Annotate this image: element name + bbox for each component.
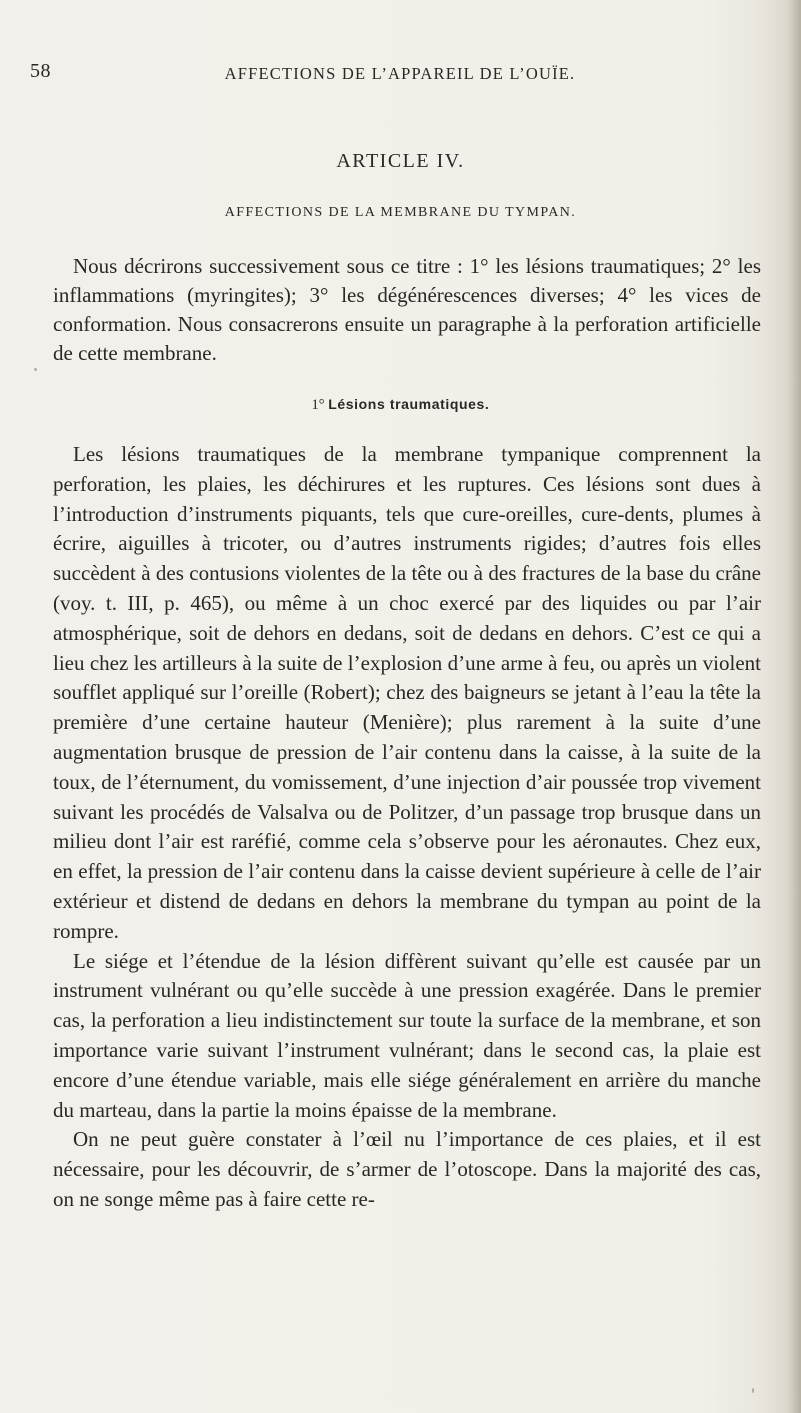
section-number: 1° xyxy=(311,397,325,413)
section-heading xyxy=(0,396,801,414)
article-title: ARTICLE IV. xyxy=(336,150,465,172)
paragraph: On ne peut guère constater à l’œil nu l’importance de ces plaies, et il est nécessaire, pour les découvrir, de s’armer de l’otoscope. Dans la majorité des cas, on ne songe même pas à faire cette re- xyxy=(53,1127,761,1211)
running-head-title: AFFECTIONS DE L’APPAREIL DE L’OUÏE. xyxy=(224,64,576,83)
paper-speck xyxy=(752,1388,754,1393)
paper-speck xyxy=(34,368,37,371)
paper-speck xyxy=(674,1052,676,1054)
article-subtitle: AFFECTIONS DE LA MEMBRANE DU TYMPAN. xyxy=(224,205,577,220)
section-label: Lésions traumatiques. xyxy=(328,396,490,412)
page-number: 58 xyxy=(30,60,51,82)
paragraph: Le siége et l’étendue de la lésion diffèrent suivant qu’elle est causée par un instrument vulnérant ou qu’elle succède à une pression exagérée. Dans le premier cas, la perforation a lieu indistinctement sur toute la surface de la membrane, et son importance varie suivant l’instrument vulnérant; dans le second cas, la plaie est encore d’une étendue variable, mais elle siége généralement en arrière du manche du marteau, dans la partie la moins épaisse de la membrane. xyxy=(53,948,761,1122)
running-head xyxy=(30,60,770,90)
body-text xyxy=(53,440,761,1215)
intro-paragraph xyxy=(53,252,761,368)
paragraph: Les lésions traumatiques de la membrane tympanique comprennent la perforation, les plaies, les déchirures et les ruptures. Ces lésions sont dues à l’introduction d’instruments piquants, tels que cure-oreilles, cure-dents, plumes à écrire, aiguilles à tricoter, ou d’autres instruments rigides; d’autres fois elles succèdent à des contusions violentes de la tête ou à des fractures de la base du crâne (voy. t. III, p. 465), ou même à un choc exercé par des liquides ou par l’air atmosphérique, soit de dehors en dedans, soit de dedans en dehors. C’est ce qui a lieu chez les artilleurs à la suite de l’explosion d’une arme à feu, ou après un violent soufflet appliqué sur l’oreille (Robert); chez des baigneurs se jetant à l’eau la tête la première d’une certaine hauteur (Menière); plus rarement à la suite d’une augmentation brusque de pression de l’air contenu dans la caisse, à la suite de la toux, de l’éternument, du vomissement, d’une injection d’air poussée trop vivement suivant les procédés de Valsalva ou de Politzer, d’un passage trop brusque dans un milieu dont l’air est raréfié, comme cela s’observe pour les aéronautes. Chez eux, en effet, la pression de l’air contenu dans la caisse devient supérieure à celle de l’air extérieur et distend de dedans en dehors la membrane du tympan au point de la rompre. xyxy=(53,442,761,943)
intro-text: Nous décrirons successivement sous ce titre : 1° les lésions traumatiques; 2° les inflammations (myringites); 3° les dégénérescences diverses; 4° les vices de conformation. Nous consacrerons ensuite un paragraphe à la perforation artificielle de cette membrane. xyxy=(53,254,761,365)
paper-speck xyxy=(78,298,80,300)
